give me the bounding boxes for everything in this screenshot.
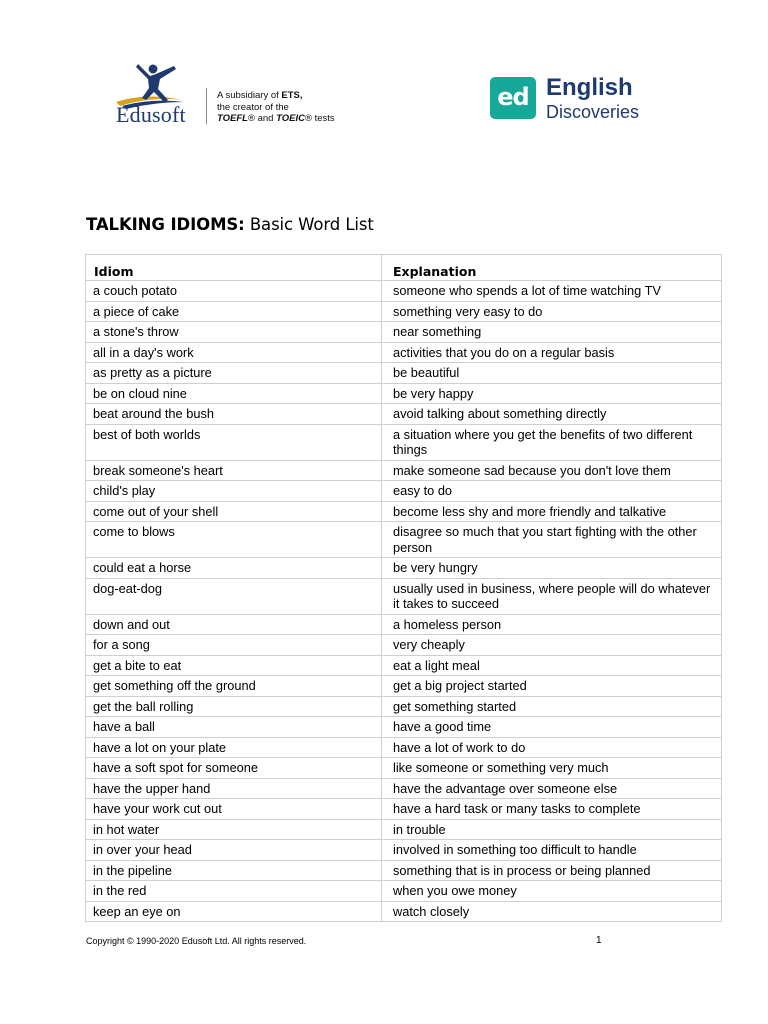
idiom-cell: in hot water [86,819,382,840]
idiom-cell: a piece of cake [86,301,382,322]
table-row [86,501,722,522]
explanation-cell: get something started [382,696,722,717]
table-row [86,881,722,902]
table-row [86,558,722,579]
explanation-cell: have the advantage over someone else [382,778,722,799]
idiom-cell: as pretty as a picture [86,363,382,384]
idiom-cell: get a bite to eat [86,655,382,676]
column-header-idiom: Idiom [86,255,382,281]
idiom-cell: have a ball [86,717,382,738]
explanation-cell: when you owe money [382,881,722,902]
idiom-cell: break someone's heart [86,460,382,481]
idiom-cell: be on cloud nine [86,383,382,404]
table-row [86,758,722,779]
table-row [86,901,722,922]
table-row [86,819,722,840]
idiom-cell: for a song [86,635,382,656]
ed-name-line-2: Discoveries [546,102,640,122]
table-row [86,655,722,676]
page-number: 1 [596,935,602,946]
table-row [86,363,722,384]
table-row [86,696,722,717]
table-row [86,676,722,697]
explanation-cell: become less shy and more friendly and talkative [382,501,722,522]
table-row [86,799,722,820]
idiom-cell: a couch potato [86,281,382,302]
idiom-table [85,254,721,922]
table-row [86,840,722,861]
idiom-cell: keep an eye on [86,901,382,922]
table-row [86,322,722,343]
table-row [86,778,722,799]
explanation-cell: in trouble [382,819,722,840]
explanation-cell: a situation where you get the benefits of two different things [382,424,722,460]
table-row [86,860,722,881]
idiom-cell: come to blows [86,522,382,558]
table-row [86,522,722,558]
explanation-cell: watch closely [382,901,722,922]
idiom-cell: have a soft spot for someone [86,758,382,779]
explanation-cell: get a big project started [382,676,722,697]
column-header-explanation: Explanation [382,255,722,281]
idiom-cell: best of both worlds [86,424,382,460]
ed-name-line-1: English [546,74,633,101]
idiom-cell: in over your head [86,840,382,861]
table-row [86,301,722,322]
idiom-cell: in the pipeline [86,860,382,881]
table-row [86,383,722,404]
edusoft-tagline: A subsidiary of ETS, the creator of the TOEFL® and TOEIC® tests [217,90,335,124]
explanation-cell: be very hungry [382,558,722,579]
english-discoveries-logo [490,74,670,123]
explanation-cell: usually used in business, where people will do whatever it takes to succeed [382,578,722,614]
explanation-cell: have a lot of work to do [382,737,722,758]
idiom-cell: child's play [86,481,382,502]
explanation-cell: disagree so much that you start fighting with the other person [382,522,722,558]
table-row [86,737,722,758]
idiom-cell: dog-eat-dog [86,578,382,614]
explanation-cell: activities that you do on a regular basis [382,342,722,363]
table-row [86,481,722,502]
explanation-cell: be very happy [382,383,722,404]
idiom-cell: have a lot on your plate [86,737,382,758]
idiom-cell: get something off the ground [86,676,382,697]
explanation-cell: something very easy to do [382,301,722,322]
explanation-cell: make someone sad because you don't love them [382,460,722,481]
idiom-cell: have the upper hand [86,778,382,799]
table-row [86,281,722,302]
explanation-cell: near something [382,322,722,343]
idiom-cell: could eat a horse [86,558,382,579]
table-row [86,424,722,460]
table-header-row [86,255,722,281]
copyright-notice: Copyright © 1990-2020 Edusoft Ltd. All rights reserved. [86,936,307,946]
edusoft-wordmark: Edusoft [116,102,186,127]
explanation-cell: someone who spends a lot of time watching TV [382,281,722,302]
idiom-cell: all in a day's work [86,342,382,363]
table-row [86,404,722,425]
explanation-cell: something that is in process or being planned [382,860,722,881]
edusoft-logo [110,62,335,132]
page-title: TALKING IDIOMS: Basic Word List [86,215,374,234]
explanation-cell: have a good time [382,717,722,738]
table-row [86,460,722,481]
table-row [86,614,722,635]
idiom-cell: beat around the bush [86,404,382,425]
explanation-cell: eat a light meal [382,655,722,676]
explanation-cell: like someone or something very much [382,758,722,779]
table-row [86,578,722,614]
explanation-cell: avoid talking about something directly [382,404,722,425]
explanation-cell: very cheaply [382,635,722,656]
explanation-cell: involved in something too difficult to handle [382,840,722,861]
explanation-cell: be beautiful [382,363,722,384]
idiom-cell: come out of your shell [86,501,382,522]
table-row [86,717,722,738]
ed-badge-icon: ed [490,77,536,119]
table-row [86,635,722,656]
explanation-cell: have a hard task or many tasks to complete [382,799,722,820]
idiom-cell: a stone's throw [86,322,382,343]
idiom-cell: down and out [86,614,382,635]
logo-divider [206,88,207,124]
table-row [86,342,722,363]
explanation-cell: a homeless person [382,614,722,635]
explanation-cell: easy to do [382,481,722,502]
idiom-cell: in the red [86,881,382,902]
idiom-cell: have your work cut out [86,799,382,820]
idiom-cell: get the ball rolling [86,696,382,717]
